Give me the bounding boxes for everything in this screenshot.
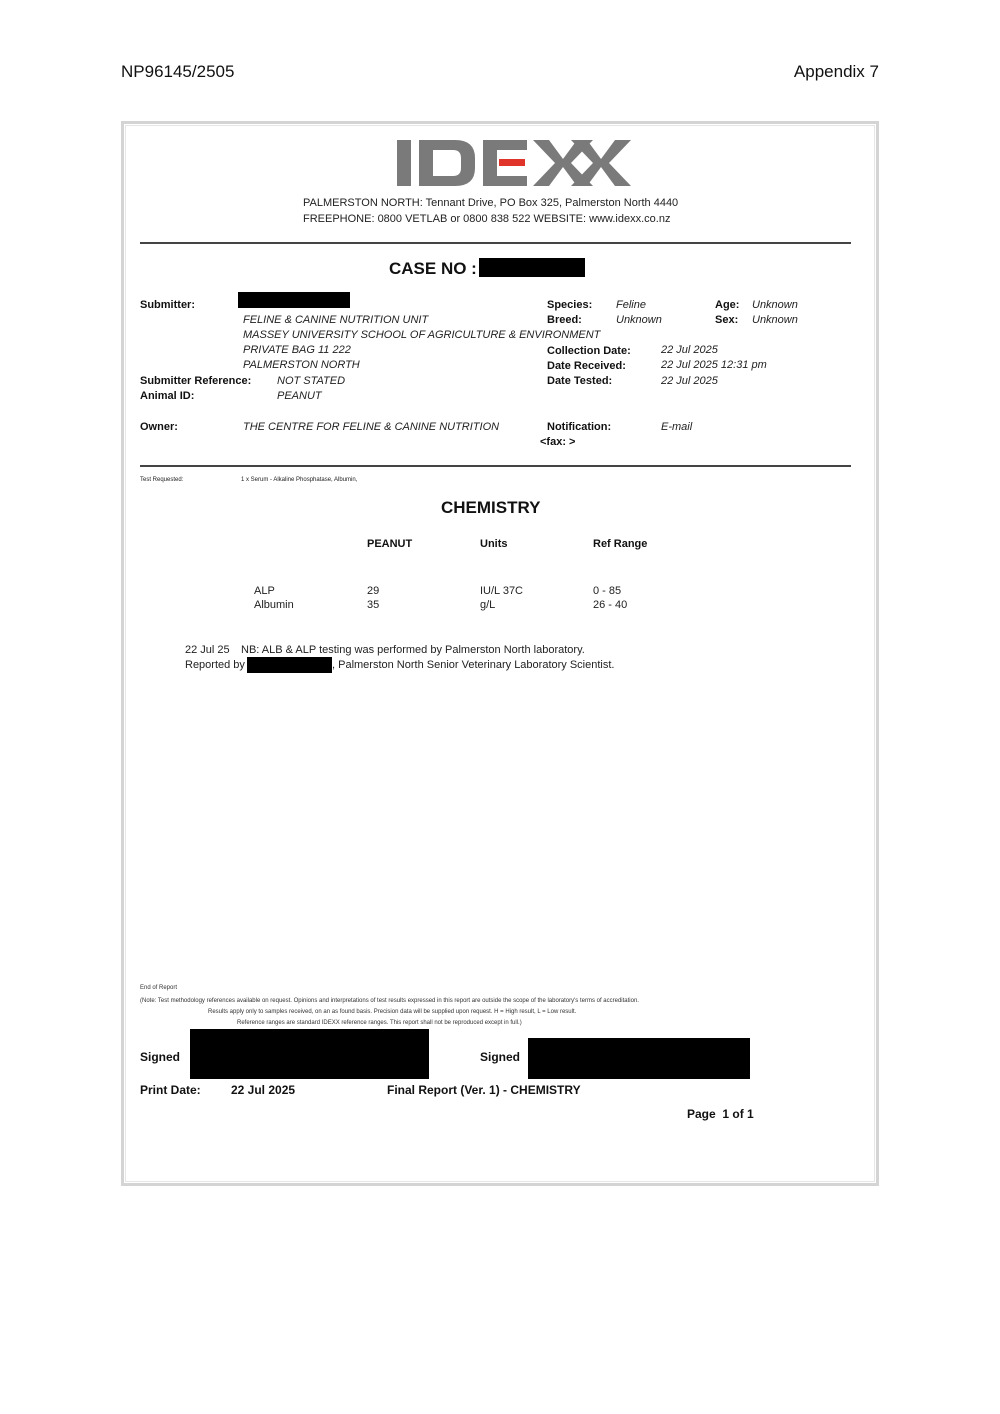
reported-by-label: Reported by (185, 659, 245, 671)
end-of-report: End of Report (140, 985, 178, 991)
disclaimer-line-1: (Note: Test methodology references available on request. Opinions and interpretations of test results expressed in this report are outside the scope of the laboratory's terms of accreditation. (140, 998, 639, 1004)
page-number: Page 1 of 1 (687, 1107, 754, 1121)
date-received-label: Date Received: (547, 360, 626, 372)
submitter-line-2: MASSEY UNIVERSITY SCHOOL OF AGRICULTURE & ENVIRONMENT (243, 329, 601, 341)
submitter-line-3: PRIVATE BAG 11 222 (243, 344, 351, 356)
notification-label: Notification: (547, 421, 612, 433)
comment-line-2: , Palmerston North Senior Veterinary Laboratory Scientist. (332, 659, 615, 671)
column-header-ref-range: Ref Range (593, 538, 648, 550)
details-divider (140, 465, 851, 467)
breed-label: Breed: (547, 314, 582, 326)
species-label: Species: (547, 299, 593, 311)
fax-label: <fax: > (540, 436, 576, 448)
document-reference: NP96145/2505 (121, 62, 235, 81)
test-units: IU/L 37C (480, 585, 524, 597)
test-result: 29 (367, 585, 380, 597)
signed-label-2: Signed (480, 1050, 521, 1064)
idexx-logo (397, 140, 631, 186)
signature-2-redaction (528, 1038, 750, 1079)
submitter-name-redaction (238, 292, 350, 308)
submitter-line-1: FELINE & CANINE NUTRITION UNIT (243, 314, 429, 326)
case-number-label: CASE NO : (389, 259, 477, 278)
test-requested-label: Test Requested: (140, 477, 184, 483)
collection-date-value: 22 Jul 2025 (661, 344, 718, 356)
final-report-label: Final Report (Ver. 1) - CHEMISTRY (387, 1083, 581, 1097)
owner-label: Owner: (140, 421, 178, 433)
notification-value: E-mail (661, 421, 693, 433)
chemistry-title: CHEMISTRY (441, 498, 541, 517)
submitter-label: Submitter: (140, 299, 195, 311)
test-name: Albumin (254, 599, 294, 611)
comment-line-1: NB: ALB & ALP testing was performed by Palmerston North laboratory. (241, 644, 585, 656)
breed-value: Unknown (616, 314, 662, 326)
date-received-value: 22 Jul 2025 12:31 pm (661, 359, 767, 371)
test-requested-value: 1 x Serum - Alkaline Phosphatase, Albumin, (241, 477, 358, 483)
lab-address-line-1: PALMERSTON NORTH: Tennant Drive, PO Box 325, Palmerston North 4440 (303, 197, 679, 209)
column-header-units: Units (480, 538, 508, 550)
print-date-label: Print Date: (140, 1083, 201, 1097)
reporter-name-redaction (247, 657, 332, 673)
submitter-line-4: PALMERSTON NORTH (243, 359, 360, 371)
date-tested-label: Date Tested: (547, 375, 613, 387)
column-header-animal: PEANUT (367, 538, 413, 550)
age-value: Unknown (752, 299, 798, 311)
sex-value: Unknown (752, 314, 798, 326)
owner-value: THE CENTRE FOR FELINE & CANINE NUTRITION (243, 421, 500, 433)
species-value: Feline (616, 299, 646, 311)
submitter-reference-label: Submitter Reference: (140, 375, 252, 387)
animal-id-value: PEANUT (277, 390, 322, 402)
submitter-reference-value: NOT STATED (277, 375, 346, 387)
print-date-value: 22 Jul 2025 (231, 1083, 296, 1097)
date-tested-value: 22 Jul 2025 (661, 375, 718, 387)
header-divider (140, 242, 851, 244)
appendix-label: Appendix 7 (793, 62, 879, 81)
collection-date-label: Collection Date: (547, 345, 631, 357)
disclaimer-line-3: Reference ranges are standard IDEXX reference ranges. This report shall not be reproduced except in full.) (237, 1020, 522, 1026)
disclaimer-line-2: Results apply only to samples received, on an as found basis. Precision data will be supplied upon request. H = High result, L = Low result. (208, 1009, 577, 1015)
test-name: ALP (254, 585, 275, 597)
age-label: Age: (715, 299, 740, 311)
lab-address-line-2: FREEPHONE: 0800 VETLAB or 0800 838 522 WEBSITE: www.idexx.co.nz (303, 213, 671, 225)
comment-date: 22 Jul 25 (185, 644, 230, 656)
signed-label-1: Signed (140, 1050, 181, 1064)
sex-label: Sex: (715, 314, 739, 326)
test-ref-range: 26 - 40 (593, 599, 628, 611)
signature-1-redaction (190, 1029, 429, 1079)
test-result: 35 (367, 599, 380, 611)
test-ref-range: 0 - 85 (593, 585, 622, 597)
animal-id-label: Animal ID: (140, 390, 195, 402)
test-units: g/L (480, 599, 496, 611)
case-number-redaction (479, 258, 585, 277)
